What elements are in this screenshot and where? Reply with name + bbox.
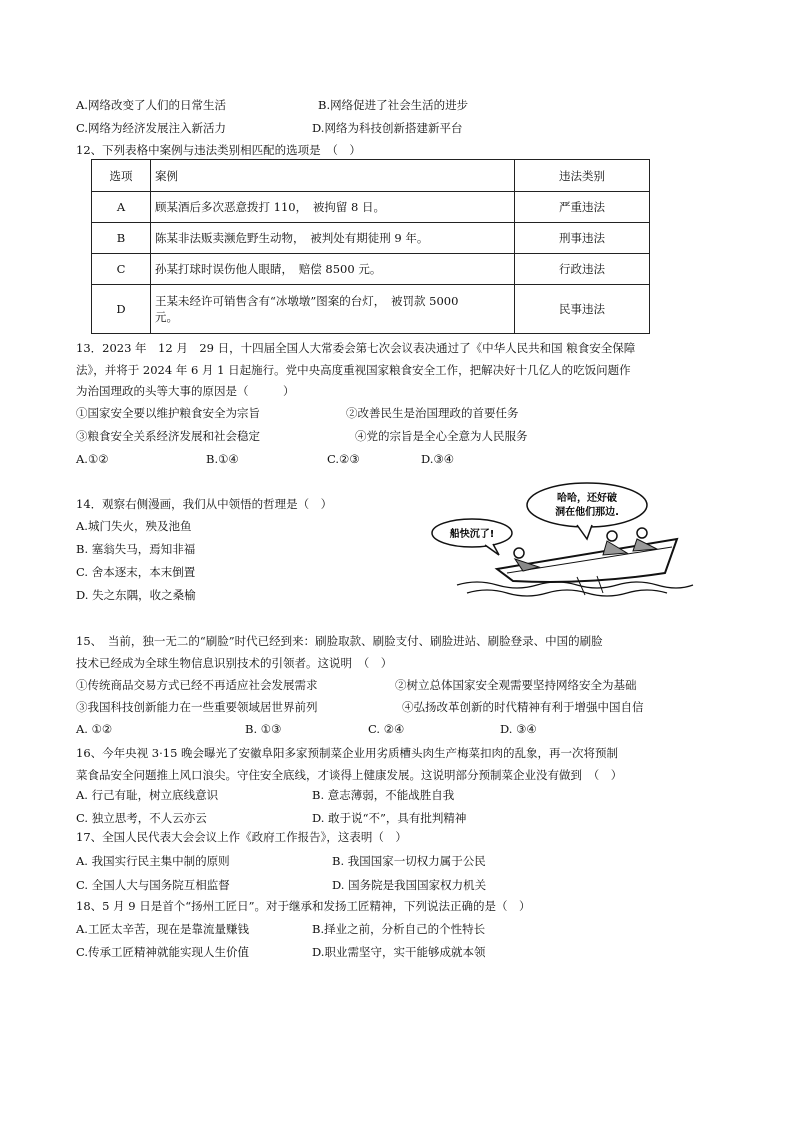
q13-option-c: C.②③ — [327, 452, 360, 466]
header-type: 违法类别 — [515, 160, 650, 192]
row-case: 顾某酒后多次恶意拨打 110， 被拘留 8 日。 — [151, 192, 515, 223]
row-type: 行政违法 — [515, 254, 650, 285]
q18-option-b: B.择业之前，分析自己的个性特长 — [312, 922, 486, 936]
q17-option-c: C. 全国人大与国务院互相监督 — [76, 878, 230, 892]
q17-option-d: D. 国务院是我国国家权力机关 — [332, 878, 487, 892]
row-option: C — [92, 254, 151, 285]
q15-line2: 技术已经成为全球生物信息识别技术的引领者。这说明 （ ） — [76, 656, 393, 670]
q13-statement-2: ②改善民生是治国理政的首要任务 — [346, 406, 519, 420]
row-case: 陈某非法贩卖濒危野生动物， 被判处有期徒刑 9 年。 — [151, 223, 515, 254]
q13-line3: 为治国理政的头等大事的原因是（ ） — [76, 384, 295, 398]
header-case: 案例 — [151, 160, 515, 192]
q15-option-c: C. ②④ — [368, 722, 405, 736]
cartoon-bubble-right-2: 洞在他们那边. — [555, 507, 619, 518]
q13-line2: 法》，并将于 2024 年 6 月 1 日起施行。党中央高度重视国家粮食安全工作，把解决好十几亿人的吃饭问题作 — [76, 363, 631, 377]
table-row — [92, 223, 650, 254]
q12-stem: 12、下列表格中案例与违法类别相匹配的选项是 （ ） — [76, 143, 361, 157]
header-option: 选项 — [92, 160, 151, 192]
q13-option-a: A.①② — [76, 452, 109, 466]
q15-statement-3: ③我国科技创新能力在一些重要领域居世界前列 — [76, 700, 318, 714]
table-row — [92, 192, 650, 223]
table-row — [92, 254, 650, 285]
row-type: 民事违法 — [515, 285, 650, 334]
q11-option-d: D.网络为科技创新搭建新平台 — [312, 121, 463, 135]
cartoon-bubble-left: 船快沉了! — [449, 529, 495, 540]
q14-option-a: A.城门失火，殃及池鱼 — [76, 519, 192, 533]
row-case: 孙某打球时误伤他人眼睛， 赔偿 8500 元。 — [151, 254, 515, 285]
cartoon-bubble-right-1: 哈哈，还好破 — [557, 493, 617, 504]
q11-option-a: A.网络改变了人们的日常生活 — [76, 98, 226, 112]
q15-statement-4: ④弘扬改革创新的时代精神有利于增强中国自信 — [402, 700, 644, 714]
q15-statement-1: ①传统商品交易方式已经不再适应社会发展需求 — [76, 678, 318, 692]
q14-stem: 14．观察右侧漫画，我们从中领悟的哲理是（ ） — [76, 497, 333, 511]
q15-statement-2: ②树立总体国家安全观需要坚持网络安全为基础 — [395, 678, 637, 692]
q14-option-c: C. 舍本逐末，本末倒置 — [76, 565, 196, 579]
q13-statement-1: ①国家安全要以维护粮食安全为宗旨 — [76, 406, 260, 420]
row-case-line1: 王某未经许可销售含有“冰墩墩”图案的台灯， 被罚款 5000 — [155, 294, 459, 308]
q15-line1: 15、 当前，独一无二的“刷脸”时代已经到来：刷脸取款、刷脸支付、刷脸进站、刷脸登录、中国的刷脸 — [76, 634, 603, 648]
q16-option-d: D. 敢于说“不”，具有批判精神 — [312, 811, 467, 825]
row-type: 刑事违法 — [515, 223, 650, 254]
q18-option-a: A.工匠太辛苦，现在是靠流量赚钱 — [76, 922, 249, 936]
q13-option-b: B.①④ — [206, 452, 239, 466]
q17-option-b: B. 我国国家一切权力属于公民 — [332, 854, 486, 868]
q15-option-b: B. ①③ — [245, 722, 282, 736]
q16-option-b: B. 意志薄弱，不能战胜自我 — [312, 788, 455, 802]
q16-line1: 16、今年央视 3·15 晚会曝光了安徽阜阳多家预制菜企业用劣质槽头肉生产梅菜扣肉的乱象，再一次将预制 — [76, 746, 619, 760]
q15-option-a: A. ①② — [76, 722, 113, 736]
row-option: B — [92, 223, 151, 254]
q16-line2: 菜食品安全问题推上风口浪尖。守住安全底线，才谈得上健康发展。这说明部分预制菜企业没有做到 （ ） — [76, 768, 623, 782]
q17-stem: 17、全国人民代表大会会议上作《政府工作报告》，这表明（ ） — [76, 830, 407, 844]
q14-option-d: D. 失之东隅，收之桑榆 — [76, 588, 196, 602]
row-type: 严重违法 — [515, 192, 650, 223]
q18-stem: 18、5 月 9 日是首个“扬州工匠日”。对于继承和发扬工匠精神，下列说法正确的是（ ） — [76, 899, 531, 913]
sinking-boat-cartoon — [427, 481, 695, 599]
q14-option-b: B. 塞翁失马，焉知非福 — [76, 542, 196, 556]
q17-option-a: A. 我国实行民主集中制的原则 — [76, 854, 230, 868]
q18-option-c: C.传承工匠精神就能实现人生价值 — [76, 945, 250, 959]
q13-statement-4: ④党的宗旨是全心全意为人民服务 — [355, 429, 528, 443]
q13-statement-3: ③粮食安全关系经济发展和社会稳定 — [76, 429, 260, 443]
table-header-row — [92, 160, 650, 192]
q13-option-d: D.③④ — [421, 452, 455, 466]
q18-option-d: D.职业需坚守，实干能够成就本领 — [312, 945, 486, 959]
row-option: A — [92, 192, 151, 223]
q11-option-b: B.网络促进了社会生活的进步 — [318, 98, 469, 112]
q16-option-a: A. 行己有耻，树立底线意识 — [76, 788, 219, 802]
row-option: D — [92, 285, 151, 334]
q11-option-c: C.网络为经济发展注入新活力 — [76, 121, 227, 135]
row-case-line2: 元。 — [155, 310, 178, 324]
q16-option-c: C. 独立思考，不人云亦云 — [76, 811, 207, 825]
table-row — [92, 285, 650, 334]
q15-option-d: D. ③④ — [500, 722, 537, 736]
row-case — [151, 285, 515, 334]
q13-line1: 13．2023 年 12 月 29 日，十四届全国人大常委会第七次会议表决通过了《中华人民共和国 粮食安全保障 — [76, 341, 636, 355]
q12-table — [91, 159, 650, 334]
